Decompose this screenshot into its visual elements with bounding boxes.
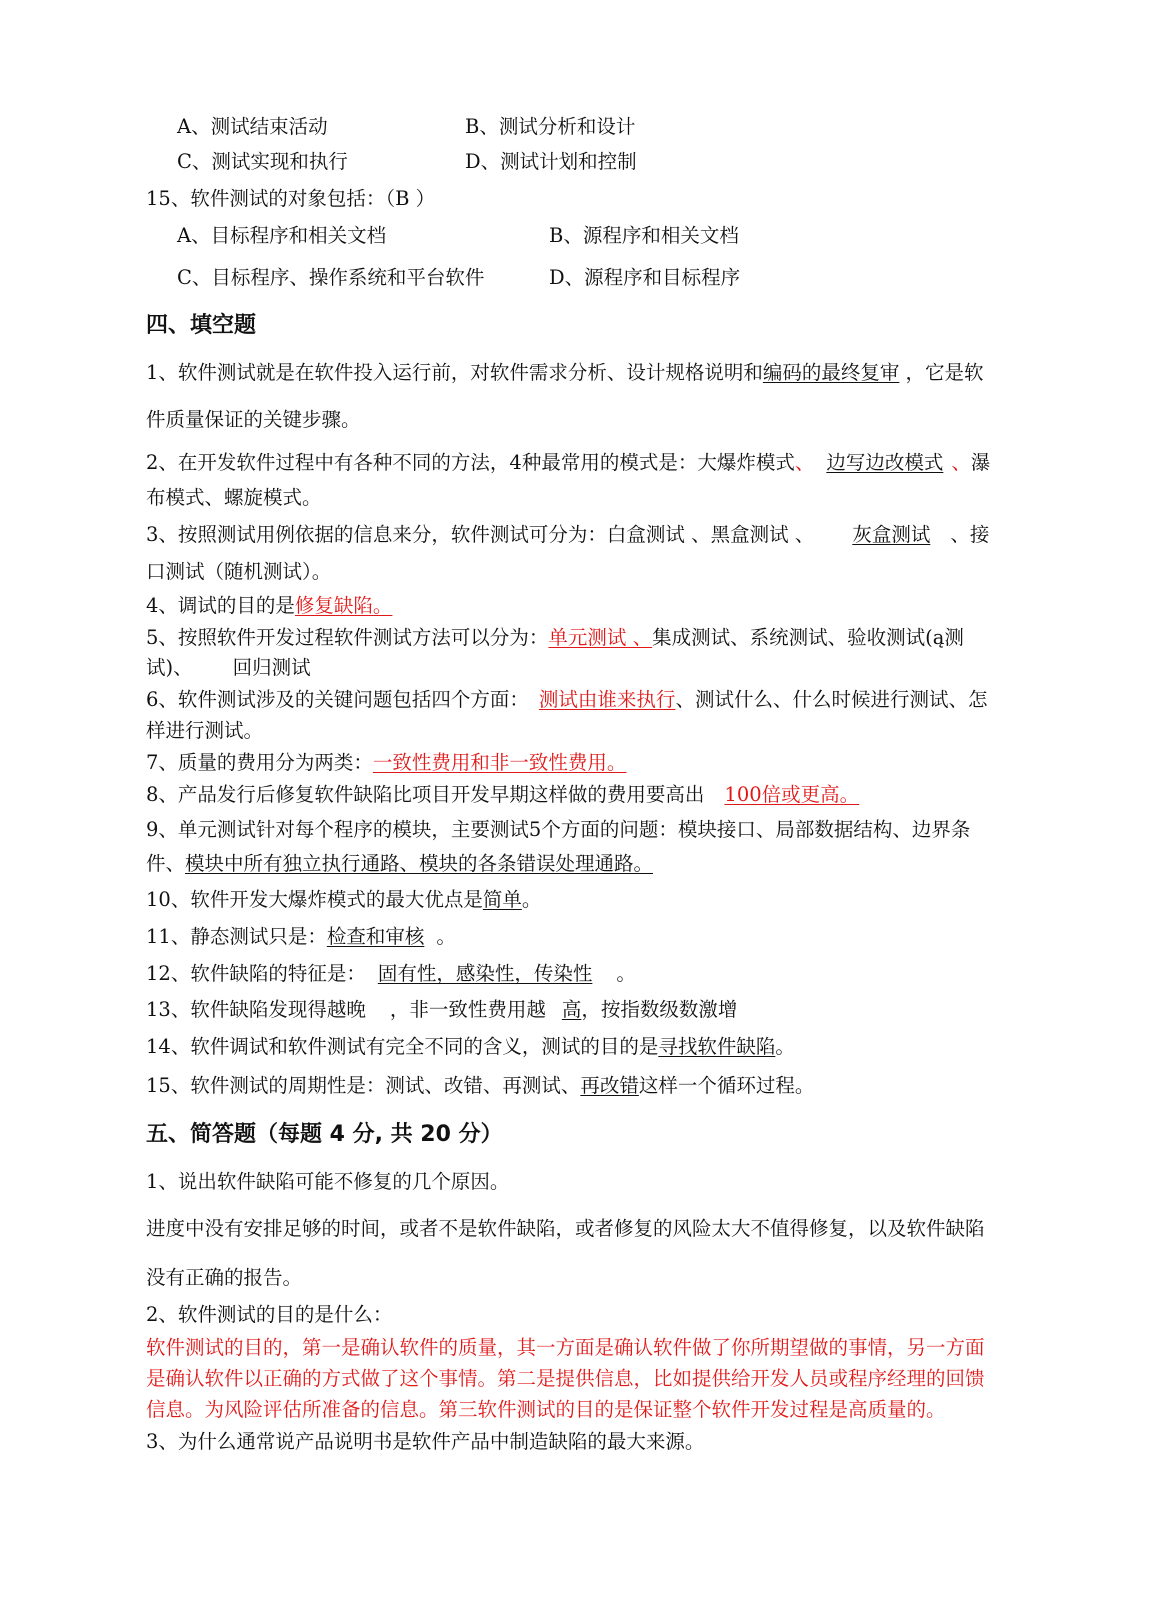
fill-3-line1: 3、按照测试用例依据的信息来分，软件测试可分为：白盒测试 、黑盒测试 、 灰盒测试 、接 (146, 523, 990, 546)
fill-8: 8、产品发行后修复软件缺陷比项目开发早期这样做的费用要高出 100倍或更高。 (146, 783, 860, 806)
q14-option-a: A、测试结束活动 (177, 115, 328, 138)
fill-7-answer: 一致性费用和非一致性费用。 (372, 751, 627, 774)
fill-12: 12、软件缺陷的特征是： 固有性，感染性，传染性 。 (146, 962, 636, 985)
fill-1-line2: 件质量保证的关键步骤。 (146, 408, 361, 431)
fill-11-answer: 检查和审核 (326, 925, 425, 948)
fill-14-answer: 寻找软件缺陷 (658, 1035, 776, 1058)
short-1-answer-line1: 进度中没有安排足够的时间，或者不是软件缺陷，或者修复的风险太大不值得修复，以及软件缺陷 (146, 1217, 985, 1240)
fill-2-line1: 2、在开发软件过程中有各种不同的方法，4种最常用的模式是：大爆炸模式、 边写边改模式 、瀑 (146, 451, 991, 474)
fill-4: 4、调试的目的是修复缺陷。 (146, 594, 393, 617)
q14-option-d: D、测试计划和控制 (465, 150, 637, 173)
short-2-answer-line2: 是确认软件以正确的方式做了这个事情。第二是提供信息，比如提供给开发人员或程序经理的回馈 (146, 1367, 985, 1390)
q14-option-b: B、测试分析和设计 (465, 115, 636, 138)
fill-4-answer: 修复缺陷。 (294, 594, 393, 617)
section5-title: 五、简答题（每题 4 分, 共 20 分） (146, 1122, 503, 1147)
fill-6-line2: 样进行测试。 (146, 719, 264, 742)
fill-1-line1: 1、软件测试就是在软件投入运行前，对软件需求分析、设计规格说明和编码的最终复审 ，它是软 (146, 361, 984, 384)
fill-13: 13、软件缺陷发现得越晚 ，非一致性费用越 高，按指数级数激增 (146, 998, 738, 1021)
short-3-question: 3、为什么通常说产品说明书是软件产品中制造缺陷的最大来源。 (146, 1430, 705, 1453)
short-2-answer-line1: 软件测试的目的，第一是确认软件的质量，其一方面是确认软件做了你所期望做的事情，另一方面 (146, 1336, 985, 1359)
fill-3-line2: 口测试（随机测试）。 (146, 560, 332, 583)
q14-option-c: C、测试实现和执行 (177, 150, 348, 173)
short-2-answer-line3: 信息。为风险评估所准备的信息。第三软件测试的目的是保证整个软件开发过程是高质量的。 (146, 1398, 946, 1421)
q15-option-d: D、源程序和目标程序 (549, 266, 741, 289)
fill-6-answer: 测试由谁来执行 (538, 688, 676, 711)
fill-15: 15、软件测试的周期性是：测试、改错、再测试、再改错这样一个循环过程。 (146, 1074, 815, 1097)
q15-option-b: B、源程序和相关文档 (549, 224, 739, 247)
fill-7: 7、质量的费用分为两类：一致性费用和非一致性费用。 (146, 751, 627, 774)
section4-title: 四、填空题 (146, 313, 257, 338)
fill-11: 11、静态测试只是：检查和审核 。 (146, 925, 456, 948)
fill-8-answer: 100倍或更高。 (724, 783, 860, 806)
fill-6-line1: 6、软件测试涉及的关键问题包括四个方面： 测试由谁来执行、测试什么、什么时候进行测试、怎 (146, 688, 988, 711)
fill-9-answer: 模块中所有独立执行通路、模块的各条错误处理通路。 (185, 852, 654, 875)
fill-3-answer: 灰盒测试 (852, 523, 931, 546)
fill-9-line1: 9、单元测试针对每个程序的模块，主要测试5个方面的问题：模块接口、局部数据结构、边界条 (146, 818, 971, 841)
fill-2-line2: 布模式、螺旋模式。 (146, 486, 322, 509)
short-2-question: 2、软件测试的目的是什么： (146, 1303, 393, 1326)
short-1-question: 1、说出软件缺陷可能不修复的几个原因。 (146, 1170, 510, 1193)
fill-5-answer: 单元测试 、 (548, 626, 653, 649)
fill-1-answer: 编码的最终复审 (762, 361, 900, 384)
fill-12-answer: 固有性，感染性，传染性 (377, 962, 593, 985)
short-1-answer-line2: 没有正确的报告。 (146, 1266, 303, 1289)
fill-5-line2: 试)、 回归测试 (146, 656, 311, 679)
q15-question: 15、软件测试的对象包括：（B ） (146, 187, 436, 210)
fill-10: 10、软件开发大爆炸模式的最大优点是简单。 (146, 888, 542, 911)
fill-9-line2: 件、模块中所有独立执行通路、模块的各条错误处理通路。 (146, 852, 654, 875)
q15-option-a: A、目标程序和相关文档 (177, 224, 387, 247)
fill-10-answer: 简单 (482, 888, 522, 911)
fill-14: 14、软件调试和软件测试有完全不同的含义，测试的目的是寻找软件缺陷。 (146, 1035, 795, 1058)
q15-option-c: C、目标程序、操作系统和平台软件 (177, 266, 485, 289)
fill-5-line1: 5、按照软件开发过程软件测试方法可以分为：单元测试 、集成测试、系统测试、验收测试(ą测 (146, 626, 964, 649)
fill-13-answer: 高 (561, 998, 582, 1021)
fill-2-answer: 边写边改模式 (826, 451, 944, 474)
fill-15-answer: 再改错 (580, 1074, 639, 1097)
